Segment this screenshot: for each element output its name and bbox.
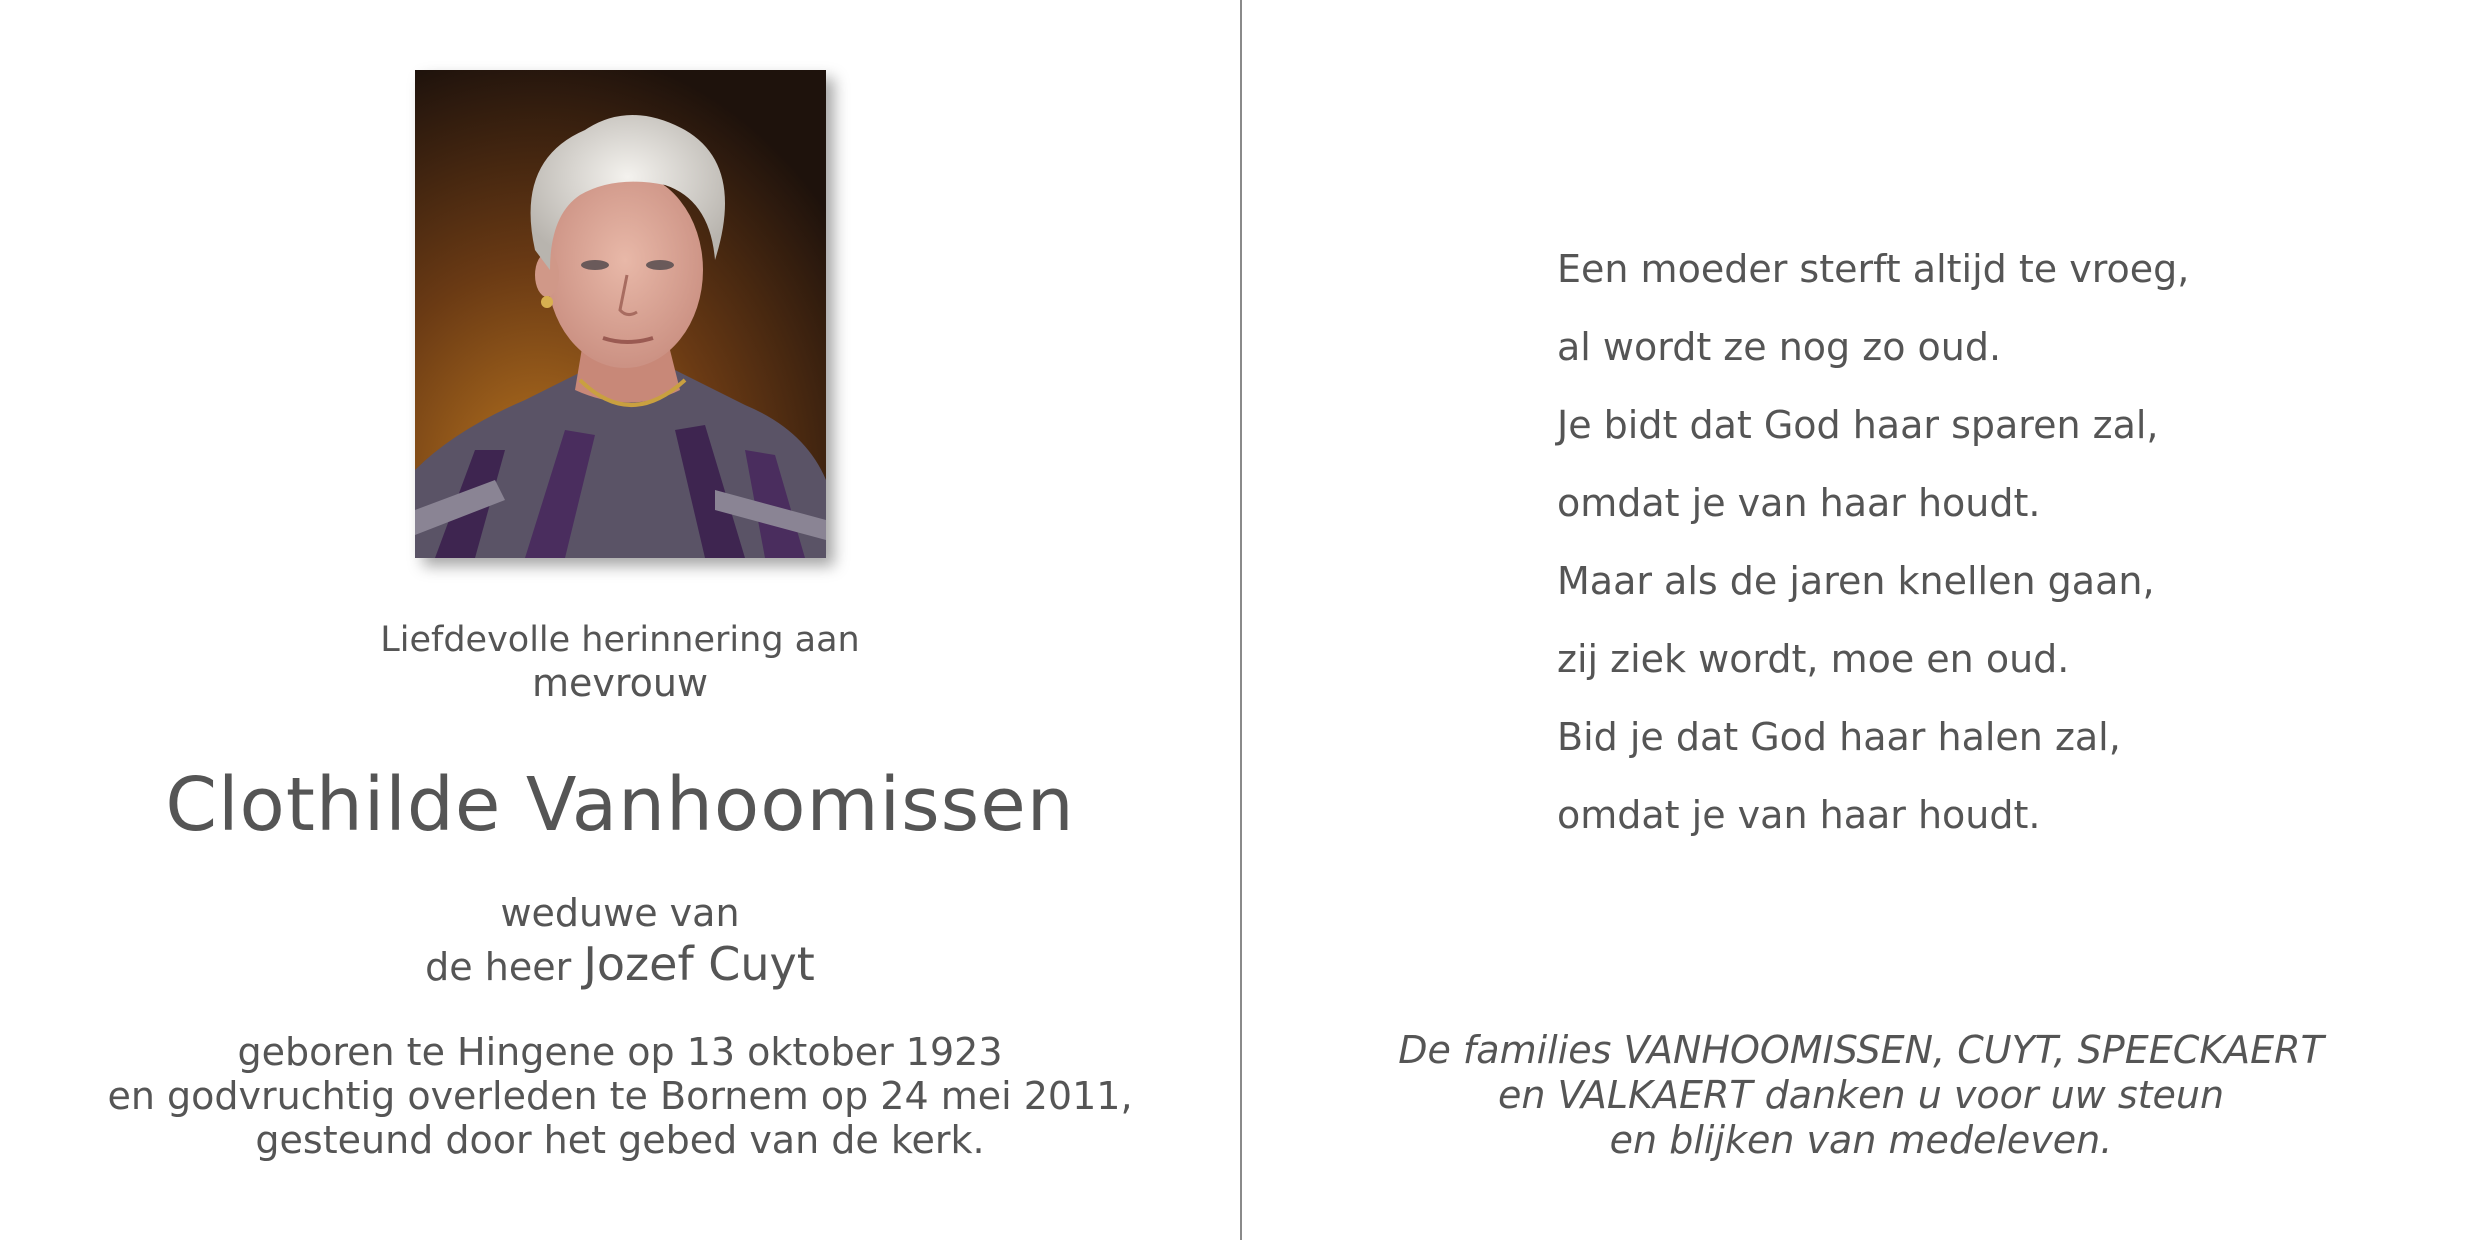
family-thanks xyxy=(1242,1028,2480,1163)
life-line-death: en godvruchtig overleden te Bornem op 24 mei 2011, xyxy=(107,1074,1133,1118)
title-text: mevrouw xyxy=(531,661,709,705)
life-line-church: gesteund door het gebed van de kerk. xyxy=(255,1118,985,1162)
poem-line: Maar als de jaren knellen gaan, xyxy=(1557,559,2155,603)
widow-of-text: weduwe van xyxy=(500,891,740,935)
poem-line: Je bidt dat God haar sparen zal, xyxy=(1557,403,2159,447)
poem-line: Bid je dat God haar halen zal, xyxy=(1557,715,2121,759)
poem-line: zij ziek wordt, moe en oud. xyxy=(1557,637,2070,681)
poem xyxy=(1557,230,2189,854)
poem-line: Een moeder sterft altijd te vroeg, xyxy=(1557,247,2190,291)
portrait-photo xyxy=(415,70,826,558)
portrait-image xyxy=(415,70,826,558)
poem-line: omdat je van haar houdt. xyxy=(1557,793,2041,837)
life-line-birth: geboren te Hingene op 13 oktober 1923 xyxy=(237,1030,1003,1074)
life-dates xyxy=(0,1030,1240,1162)
husband-line xyxy=(0,936,1240,995)
thanks-line: en blijken van medeleven. xyxy=(1609,1118,2113,1162)
thanks-line: en VALKAERT danken u voor uw steun xyxy=(1497,1073,2225,1117)
thanks-line: De families VANHOOMISSEN, CUYT, SPEECKAERT xyxy=(1398,1028,2324,1072)
poem-line: omdat je van haar houdt. xyxy=(1557,481,2041,525)
husband-prefix: de heer xyxy=(425,945,572,989)
husband-name: Jozef Cuyt xyxy=(583,937,815,991)
intro-text: Liefdevolle herinnering aan xyxy=(380,620,860,660)
right-panel xyxy=(1242,0,2480,1240)
poem-line: al wordt ze nog zo oud. xyxy=(1557,325,2002,369)
deceased-name: Clothilde Vanhoomissen xyxy=(165,762,1075,848)
